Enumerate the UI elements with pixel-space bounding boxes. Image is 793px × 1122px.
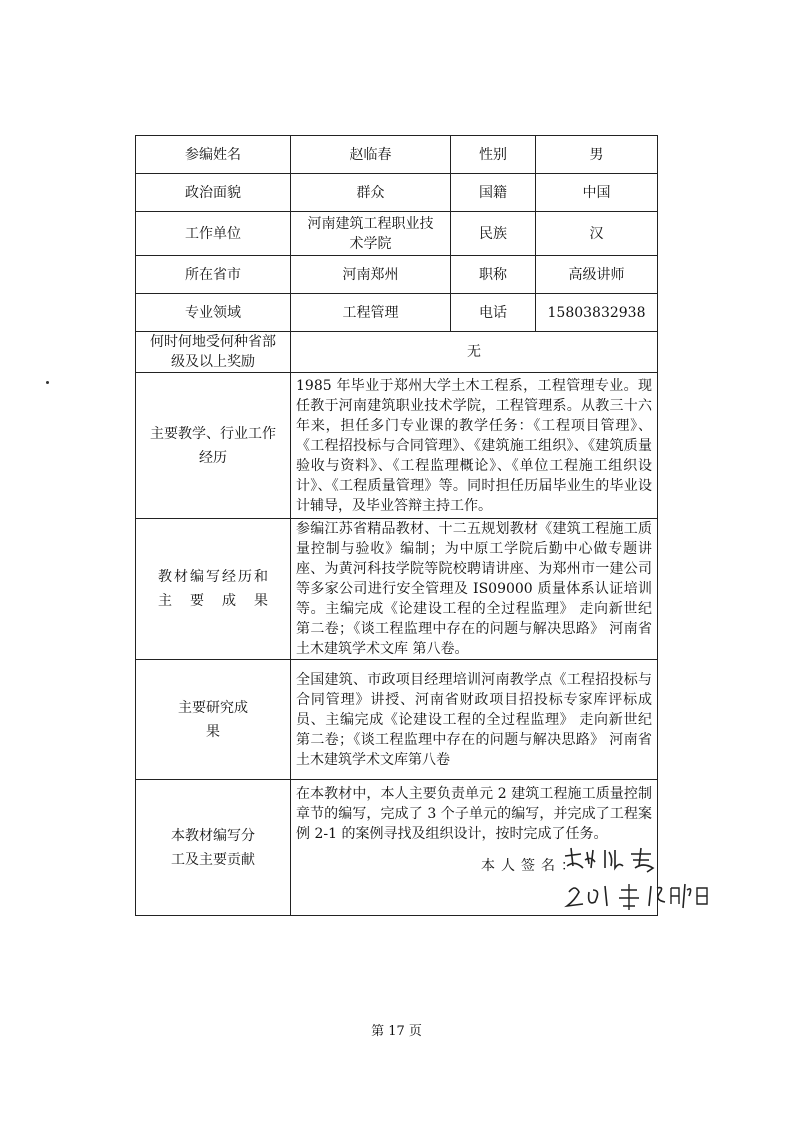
field-label: 职称 — [451, 256, 536, 294]
field-value: 河南郑州 — [291, 256, 451, 294]
field-value: 赵临春 — [291, 136, 451, 174]
experience-text: 1985 年毕业于郑州大学土木工程系，工程管理专业。现任教于河南建筑职业技术学院，工程管理系。从教三十六年来，担任多门专业课的教学任务：《工程项目管理》、《工程招投标与合同管理》、《建筑施工组织》、《建筑质量验收与资料》、《工程监理概论》、《单位工程施工组织设计》、《工程质量管理》等。同时担任历届毕业生的毕业设计辅导，及毕业答辩主持工作。 — [291, 373, 658, 519]
handwritten-signature — [561, 844, 671, 874]
table-row — [136, 332, 658, 373]
field-value: 河南建筑工程职业技术学院 — [291, 212, 451, 256]
contribution-text: 在本教材中，本人主要负责单元 2 建筑工程施工质量控制章节的编写，完成了 3 个子单元的编写，并完成了工程案例 2-1 的案例寻找及组织设计，按时完成了任务。 — [296, 786, 652, 842]
field-value: 高级讲师 — [536, 256, 658, 294]
honor-label: 何时何地受何种省部级及以上奖励 — [136, 332, 291, 373]
honor-value: 无 — [291, 332, 658, 373]
field-label: 性别 — [451, 136, 536, 174]
field-label: 所在省市 — [136, 256, 291, 294]
field-value: 15803832938 — [536, 294, 658, 332]
contribution-label: 本教材编写分工及主要贡献 — [136, 780, 291, 916]
table-row — [136, 519, 658, 660]
research-text: 全国建筑、市政项目经理培训河南教学点《工程招投标与合同管理》讲授、河南省财政项目招投标专家库评标成员、主编完成《论建设工程的全过程监理》 走向新世纪 第二卷；《谈工程监理中存在的问题与解决思路》 河南省土木建筑学术文库第八卷 — [291, 660, 658, 780]
field-label: 民族 — [451, 212, 536, 256]
table-row — [136, 373, 658, 519]
signature-label: 本人签名： — [481, 858, 581, 874]
table-row — [136, 294, 658, 332]
field-label: 工作单位 — [136, 212, 291, 256]
textbook-text: 参编江苏省精品教材、十二五规划教材《建筑工程施工质量控制与验收》编制；为中原工学院后勤中心做专题讲座、为黄河科技学院等院校聘请讲座、为郑州市一建公司等多家公司进行安全管理及 IS09000 质量体系认证培训等。主编完成《论建设工程的全过程监理》 走向新世纪 第二卷；《谈工程监理中存在的问题与解决思路》 河南省土木建筑学术文库 第八卷。 — [291, 519, 658, 660]
table-row — [136, 212, 658, 256]
table-row — [136, 660, 658, 780]
field-label: 参编姓名 — [136, 136, 291, 174]
page-number: 第 17 页 — [371, 1024, 422, 1039]
field-value: 男 — [536, 136, 658, 174]
table-row — [136, 136, 658, 174]
scan-speck — [46, 381, 49, 384]
handwritten-date — [561, 880, 711, 912]
field-value: 中国 — [536, 174, 658, 212]
personnel-form-table — [135, 135, 658, 916]
textbook-label: 教材编写经历和主要成果 — [136, 519, 291, 660]
research-label: 主要研究成果 — [136, 660, 291, 780]
table-row — [136, 174, 658, 212]
experience-label: 主要教学、行业工作经历 — [136, 373, 291, 519]
contribution-cell — [291, 780, 658, 916]
field-label: 专业领域 — [136, 294, 291, 332]
field-value: 工程管理 — [291, 294, 451, 332]
field-label: 电话 — [451, 294, 536, 332]
table-row — [136, 256, 658, 294]
table-row — [136, 780, 658, 916]
field-label: 国籍 — [451, 174, 536, 212]
field-label: 政治面貌 — [136, 174, 291, 212]
field-value: 群众 — [291, 174, 451, 212]
field-value: 汉 — [536, 212, 658, 256]
